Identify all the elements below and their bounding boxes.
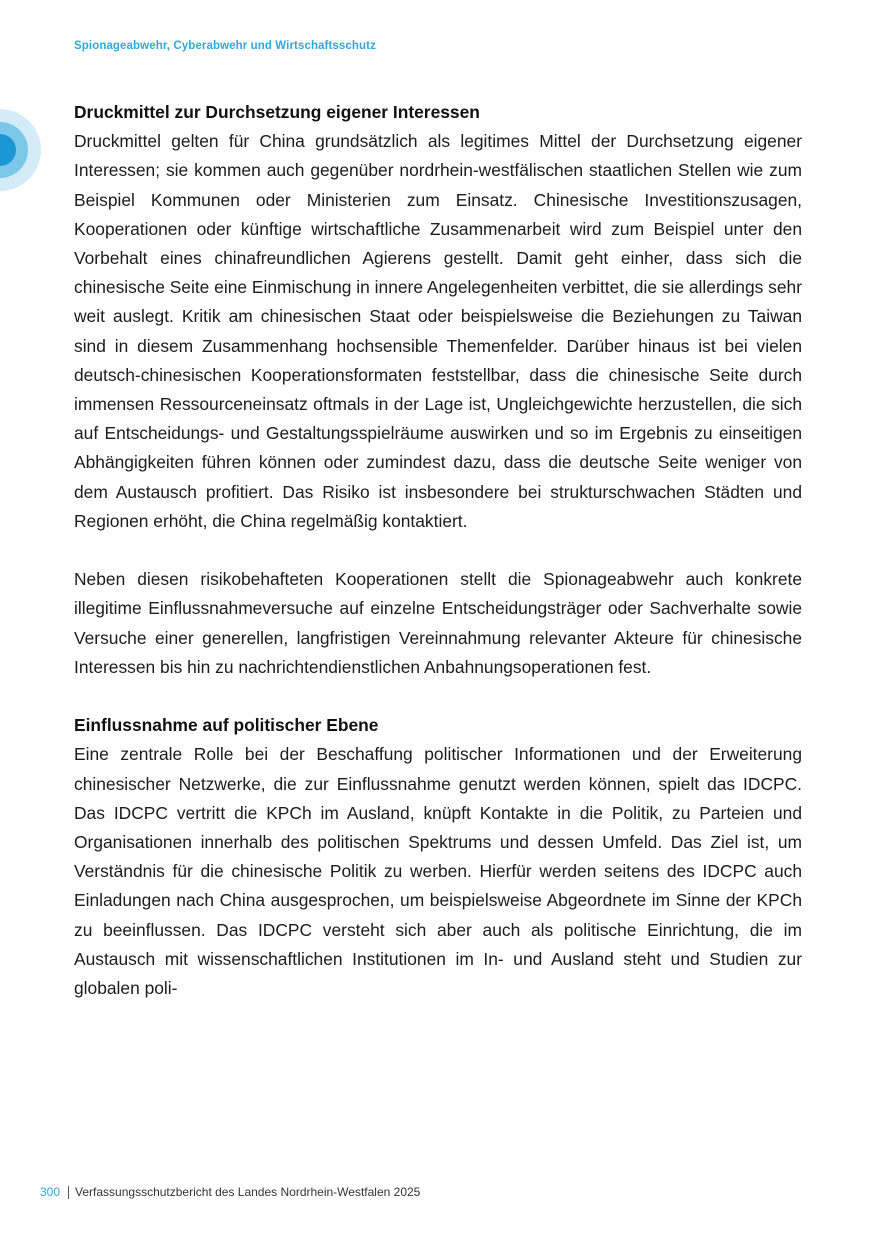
- publication-title: Verfassungsschutzbericht des Landes Nordrhein-Westfalen 2025: [75, 1185, 421, 1199]
- paragraph-spacer: [74, 536, 802, 565]
- paragraph-spacer: [74, 682, 802, 711]
- page-number: 300: [40, 1185, 61, 1199]
- paragraph-idcpc: Eine zentrale Rolle bei der Beschaffung politischer Informationen und der Erweiterung chinesischer Netzwerke, die zur Einflussnahme genutzt werden können, spielt das IDCPC. Das IDCPC vertritt die KPCh im Ausland, knüpft Kontakte in die Politik, zu Parteien und Organisationen innerhalb des politischen Spektrums und dessen Umfeld. Das Ziel ist, um Verständnis für die chinesische Politik zu werben. Hierfür werden seitens des IDCPC auch Einladungen nach China ausgesprochen, um beispielsweise Abgeordnete im Sinne der KPCh zu beeinflussen. Das IDCPC versteht sich aber auch als politische Einrichtung, die im Austausch mit wissenschaftlichen Institutionen im In- und Ausland steht und Studien zur globalen poli-: [74, 744, 802, 999]
- page-footer: [40, 1185, 420, 1199]
- paragraph-pressure-means: Druckmittel gelten für China grundsätzlich als legitimes Mittel der Durchsetzung eigener Interessen; sie kommen auch gegenüber nordrhein-westfälischen staatlichen Stellen wie zum Beispiel Kommunen oder Ministerien zum Einsatz. Chinesische Investitionszusagen, Kooperationen oder künftige wirtschaftliche Zusammenarbeit wird zum Beispiel unter den Vorbehalt eines chinafreundlichen Agierens gestellt. Damit geht einher, dass sich die chinesische Seite eine Einmischung in innere Angelegenheiten verbittet, die sie allerdings sehr weit auslegt. Kritik am chinesischen Staat oder beispielsweise die Beziehungen zu Taiwan sind in diesem Zusammenhang hochsensible Themenfelder. Darüber hinaus ist bei vielen deutsch-chinesischen Kooperationsformaten feststellbar, dass die chinesische Seite durch immensen Ressourceneinsatz oftmals in der Lage ist, Ungleichgewichte herzustellen, die sich auf Entscheidungs- und Gestaltungsspielräume auswirken und so im Ergebnis zu einseitigen Abhängigkeiten führen können oder zumindest dazu, dass die deutsche Seite weniger von dem Austausch profitiert. Das Risiko ist insbesondere bei strukturschwachen Städten und Regionen erhöht, die China regelmäßig kontaktiert.: [74, 131, 802, 531]
- footer-separator: [68, 1186, 69, 1199]
- running-header: Spionageabwehr, Cyberabwehr und Wirtschaftsschutz: [74, 40, 376, 52]
- section-heading-pressure: Druckmittel zur Durchsetzung eigener Interessen: [74, 102, 480, 122]
- paragraph-counterintelligence: Neben diesen risikobehafteten Kooperationen stellt die Spionageabwehr auch konkrete illegitime Einflussnahmeversuche auf einzelne Entscheidungsträger oder Sachverhalte sowie Versuche einer generellen, langfristigen Vereinnahmung relevanter Akteure für chinesische Interessen bis hin zu nachrichtendienstlichen Anbahnungsoperationen fest.: [74, 569, 802, 677]
- circles-graphic: [0, 108, 42, 192]
- concentric-circles-decoration: [0, 108, 42, 192]
- section-heading-political-influence: Einflussnahme auf politischer Ebene: [74, 715, 379, 736]
- main-content: [74, 98, 802, 1003]
